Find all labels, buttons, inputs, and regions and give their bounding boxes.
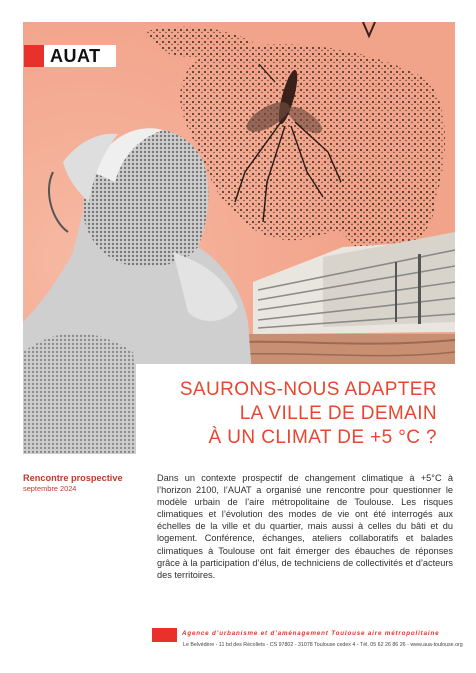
- title-line-1: SAURONS-NOUS ADAPTER: [179, 379, 437, 400]
- event-meta: [23, 473, 143, 494]
- auat-logo: [24, 45, 116, 67]
- footer-red-bar: [152, 628, 177, 642]
- title-line-3: À UN CLIMAT DE +5 °C ?: [208, 427, 437, 448]
- intro-paragraph: Dans un contexte prospectif de changement climatique à +5°C à l’horizon 2100, l’AUAT a organisé une rencontre pour questionner le modèle urbain de l’aire métropolitaine de Toulouse. Les risques climatiques et l’évolution des modes de vie ont été interrogés aux échelles de la ville et du quartier, mais aussi à celles du bâti et du logement. Conférence, échanges, ateliers collaboratifs et balades climatiques à Toulouse ont fait émerger des ébauches de réponses grâce à la participation d’élus, de techniciens de collectivités et d’acteurs des territoires.: [157, 473, 453, 580]
- title-panel: [136, 364, 455, 454]
- title-line-2: LA VILLE DE DEMAIN: [239, 403, 437, 424]
- footer-organization: Agence d’urbanisme et d’aménagement Toulouse aire métropolitaine: [182, 630, 440, 637]
- logo-red-block: [24, 45, 44, 67]
- event-date: septembre 2024: [23, 484, 77, 493]
- footer-address: Le Belvédère - 11 bd des Récollets - CS 97802 - 31078 Toulouse cedex 4 - Tél. 05 62 26 86 26 - www.aua-toulouse.org: [183, 642, 463, 648]
- event-type: Rencontre prospective: [23, 473, 123, 483]
- logo-text: AUAT: [50, 46, 101, 66]
